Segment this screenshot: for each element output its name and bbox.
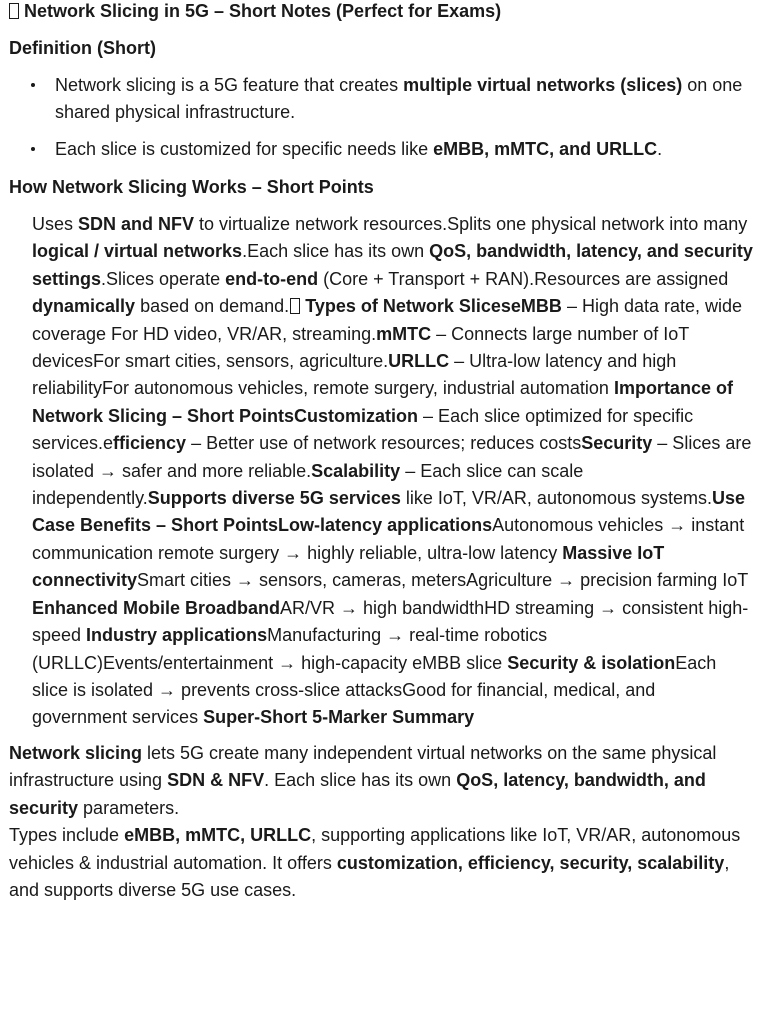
text-run: . Each slice has its own [264, 770, 457, 791]
text-run: Network slicing is a 5G feature that creates [55, 75, 404, 95]
text-run: , and supports diverse 5G use cases. [9, 852, 730, 901]
list-item [9, 136, 749, 163]
text-run: – Each slice optimized for specific services.e [32, 405, 694, 454]
bold-text: QoS, latency, bandwidth, and security [9, 770, 706, 818]
bold-text: mMTC [376, 323, 432, 344]
bold-text: Enhanced Mobile Broadband [32, 597, 281, 618]
text-run: – Better use of network resources; reduces costs [186, 433, 582, 454]
bold-text: QoS, bandwidth, latency, and security settings [32, 241, 753, 289]
text-run: Manufacturing → real-time robotics (URLLC)Events/entertainment → high-capacity eMBB slice [32, 625, 548, 673]
text-run: lets 5G create many independent virtual networks on the same physical infrastructure using [9, 743, 717, 791]
bold-text: SDN & NFV [167, 770, 265, 791]
text-run: AR/VR → high bandwidthHD streaming → consistent high-speed [32, 597, 749, 646]
bold-text: Industry applications [86, 625, 268, 646]
definition-heading: Definition (Short) [9, 38, 156, 58]
summary-paragraph [9, 822, 757, 904]
text-run: . [657, 138, 663, 159]
text-run: – Ultra-low latency and high reliabilityFor autonomous vehicles, remote surgery, industrial automation [32, 351, 677, 399]
bold-text: Supports diverse 5G services [147, 488, 401, 509]
text-run: Uses [32, 214, 79, 234]
text-run: – Each slice can scale independently. [32, 460, 584, 509]
bold-text: Importance of Network Slicing – Short PointsCustomization [32, 378, 733, 426]
text-run: to virtualize network resources.Splits one physical network into many [194, 214, 748, 234]
text-run: – Connects large number of IoT devicesFor smart cities, sensors, agriculture. [32, 323, 689, 372]
summary-paragraph [9, 740, 757, 822]
text-run: Each slice is isolated → prevents cross-slice attacksGood for financial, medical, and government services [32, 652, 717, 728]
bold-text: Security [581, 433, 653, 454]
bullet-icon [31, 83, 35, 87]
text-run: .Each slice has its own [242, 241, 430, 262]
bold-text: fficiency [113, 433, 187, 454]
list-item [9, 72, 749, 127]
box-icon [290, 298, 300, 314]
how-paragraph [32, 211, 754, 732]
text-run: parameters. [78, 797, 180, 818]
text-run: Smart cities → sensors, cameras, metersAgriculture → precision farming IoT [137, 570, 748, 591]
bold-text: Super-Short 5-Marker Summary [203, 707, 475, 728]
page-title [9, 0, 501, 25]
text-run: Autonomous vehicles → instant communication remote surgery → highly reliable, ultra-low latency [32, 515, 745, 563]
how-heading: How Network Slicing Works – Short Points [9, 177, 374, 197]
bold-text: eMBB, mMTC, URLLC [124, 825, 312, 846]
text-run: (Core + Transport + RAN).Resources are assigned [318, 268, 729, 289]
bold-text: customization, efficiency, security, scalability [336, 852, 725, 873]
bullet-icon [31, 147, 35, 151]
text-run: Each slice is customized for specific needs like [55, 138, 434, 159]
bold-text: Massive IoT connectivity [32, 542, 665, 591]
bold-text: eMBB, mMTC, and URLLC [433, 138, 658, 159]
summary-section [9, 740, 757, 904]
bold-text: logical / virtual networks [32, 241, 243, 262]
bold-text: Use Case Benefits – Short PointsLow-latency applications [32, 488, 746, 536]
bold-text: Types of Network SliceseMBB [305, 296, 562, 317]
text-run: .Slices operate [101, 268, 226, 289]
text-run: based on demand. [135, 296, 290, 317]
bold-text: end-to-end [225, 268, 319, 289]
text-run: on one shared physical infrastructure. [55, 75, 743, 123]
page-title-text: Network Slicing in 5G – Short Notes (Perfect for Exams) [24, 1, 502, 21]
text-run: , supporting applications like IoT, VR/AR, autonomous vehicles & industrial automation. It offers [9, 825, 741, 873]
text-run: Types include [9, 825, 125, 846]
text-run: – Slices are isolated → safer and more reliable. [32, 433, 752, 481]
text-run: like IoT, VR/AR, autonomous systems. [400, 488, 713, 509]
bold-text: dynamically [32, 296, 136, 317]
bold-text: URLLC [388, 351, 450, 372]
bold-text: SDN and NFV [78, 214, 195, 234]
definition-list [9, 72, 749, 172]
text-run: – High data rate, wide coverage For HD video, VR/AR, streaming. [32, 296, 743, 344]
bold-text: Security & isolation [507, 652, 676, 673]
bold-text: multiple virtual networks (slices) [403, 75, 683, 95]
bold-text: Network slicing [9, 743, 143, 763]
bold-text: Scalability [311, 460, 401, 481]
box-icon [9, 3, 19, 19]
